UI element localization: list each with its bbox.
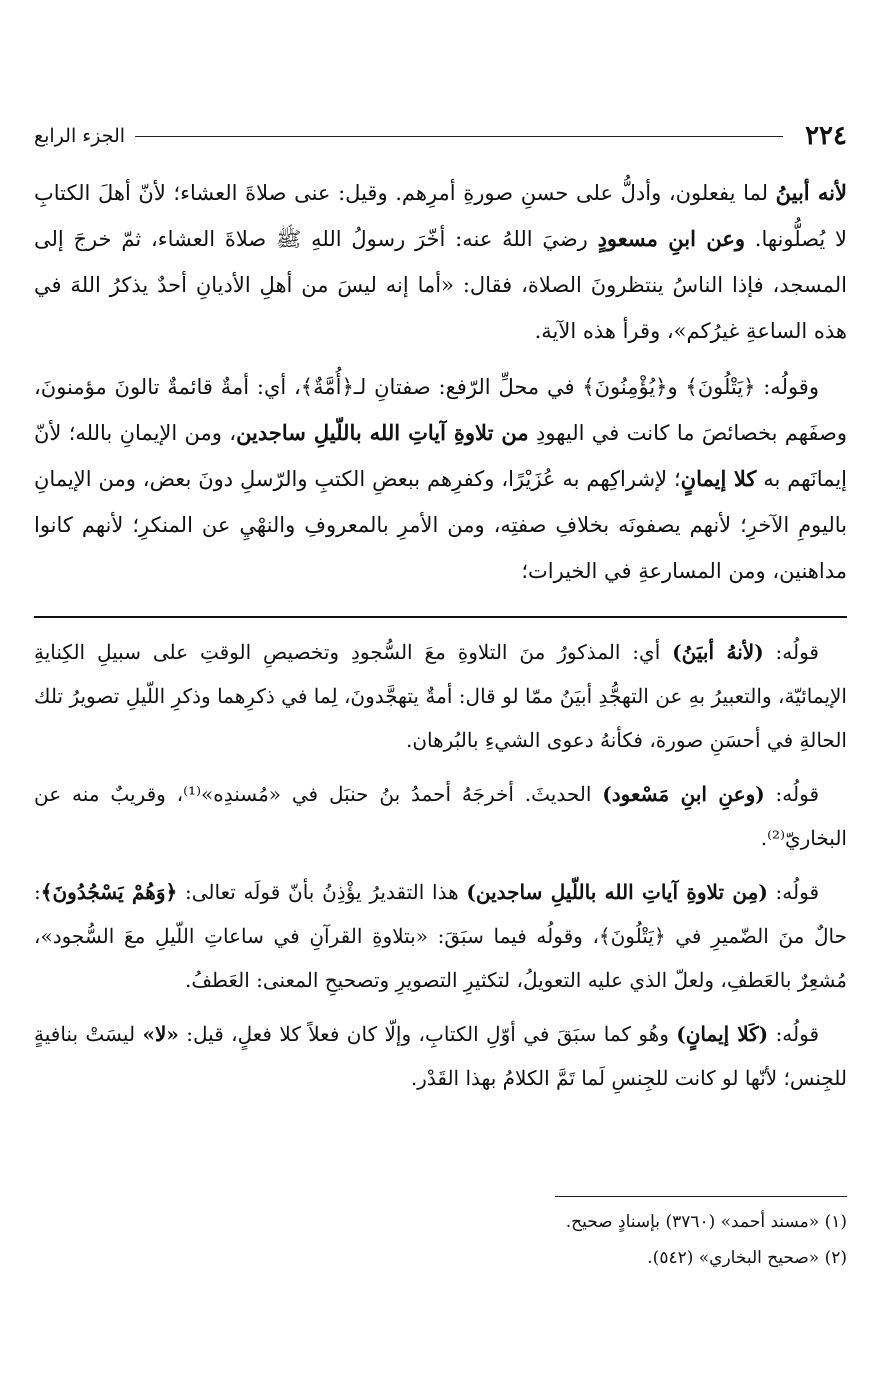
bold-phrase: (مِن تلاوةِ آياتِ الله باللّيلِ ساجدين) xyxy=(466,880,768,904)
commentary-paragraph-1 xyxy=(34,630,847,762)
commentary-section xyxy=(34,630,847,1100)
text-run: قولُه: xyxy=(768,1022,820,1046)
bold-phrase: لأنه أبينُ xyxy=(775,180,847,205)
bold-phrase: وعن ابنِ مسعودٍ xyxy=(597,226,746,251)
text-run: ؛ لإشراكِهم به عُزَيْرًا، وكفرِهم ببعضِ الكتبِ والرّسلِ دونَ بعض، ومن الإيمانِ باليومِ الآخرِ؛ لأنهم يصفونَه بخلافِ صفتِه، ومن الأمرِ بالمعروفِ والنهْيِ عن المنكرِ؛ لأنهم كانوا مداهنين، ومن المسارعةِ في الخيرات؛ xyxy=(34,467,847,583)
text-run: : حالٌ منَ الضّميرِ في ﴿يَتْلُونَ﴾، وقولُه فيما سبَقَ: «بتلاوةِ القرآنِ في ساعاتِ اللّيلِ معَ السُّجود»، مُشعِرٌ بالعَطفِ، ولعلّ الذي عليه التعويلُ، لتكثيرِ التصويرِ وتصحيحِ المعنى: العَطفُ. xyxy=(34,880,847,992)
text-run: وقولُه: ﴿يَتْلُونَ﴾ و﴿يُؤْمِنُونَ﴾ في محلِّ الرّفع: صفتانِ لـ﴿أُمَّةٌ﴾، أي: أمةٌ قائمةٌ تالونَ مؤمنونَ، وصفَهم بخصائصَ ما كانت في اليهودِ xyxy=(34,375,848,445)
footnote-1: (١) «مسند أحمد» (٣٧٦٠) بإسنادٍ صحيح. xyxy=(565,1212,847,1232)
bold-phrase: ﴿وَهُمْ يَسْجُدُونَ﴾ xyxy=(40,880,178,904)
text-run: قولُه: xyxy=(767,880,819,904)
text-run: ليسَتْ بنافيةٍ للجِنس؛ لأنّها لو كانت للجِنسِ لَما تَمَّ الكلامُ بهذا القَدْر. xyxy=(34,1022,847,1090)
commentary-paragraph-2 xyxy=(34,772,847,860)
footnotes xyxy=(34,1204,847,1276)
bold-phrase: (كَلا إيمانٍ) xyxy=(676,1022,769,1046)
commentary-paragraph-4 xyxy=(34,1012,847,1100)
main-paragraph-1 xyxy=(34,170,847,354)
bold-phrase: كلا إيمانٍ xyxy=(680,466,757,491)
header-rule xyxy=(135,136,783,137)
bold-phrase: (وعنِ ابنِ مَسْعود) xyxy=(602,782,765,806)
text-run: الحديثَ. أخرجَهُ أحمدُ بنُ حنبَل في «مُسندِه»⁽¹⁾، وقريبٌ منه عن البخاريّ⁽²⁾. xyxy=(34,782,847,850)
text-run: هذا التقديرُ يؤْذِنُ بأنّ قولَه تعالى: xyxy=(177,880,467,904)
footnote-2: (٢) «صحيح البخاري» (٥٤٢). xyxy=(647,1248,847,1268)
page-number: ٢٢٤ xyxy=(805,121,847,151)
commentary-paragraph-3 xyxy=(34,870,847,1002)
page-header xyxy=(34,118,847,154)
text-run: ، ومن الإيمانِ بالله؛ لأنّ إيمانَهم به xyxy=(34,421,847,491)
text-run: قولُه: xyxy=(763,640,819,664)
bold-phrase: (لأنهُ أبيَنُ) xyxy=(672,640,764,664)
bold-phrase: من تلاوةِ آياتِ الله باللّيلِ ساجدين xyxy=(236,420,529,445)
footnote-divider xyxy=(555,1196,847,1197)
running-title: الجزء الرابع xyxy=(34,125,126,147)
text-run: رضيَ اللهُ عنه: أخّرَ رسولُ اللهِ ﷺ صلاةَ العشاء، ثمّ خرجَ إلى المسجد، فإذا الناسُ ينتظرونَ الصلاة، فقال: «أما إنه ليسَ من أهلِ الأديانِ أحدٌ يذكرُ اللهَ في هذه الساعةِ غيرُكم»، وقرأ هذه الآية. xyxy=(34,227,847,343)
text-run: وهُو كما سبَقَ في أوّلِ الكتابِ، وإلّا كان فعلاً كلا فعلٍ، قيل: xyxy=(178,1022,677,1046)
main-paragraph-2 xyxy=(34,364,847,594)
text-run: لما يفعلون، وأدلُّ على حسنِ صورةِ أمرِهم. وقيل: عنى صلاةَ العشاء؛ لأنّ أهلَ الكتابِ لا يُصلُّونها. xyxy=(34,181,847,251)
bold-phrase: «لا» xyxy=(142,1022,179,1046)
text-run: قولُه: xyxy=(764,782,820,806)
section-divider xyxy=(34,616,847,618)
main-text xyxy=(34,170,847,594)
text-run: أي: المذكورُ منَ التلاوةِ معَ السُّجودِ وتخصيصِ الوقتِ على سبيلِ الكِنايةِ الإيمائيّة، والتعبيرُ بهِ عن التهجُّدِ أبيَنُ ممّا لو قال: أمةٌ يتهجَّدونَ، لِما في ذكرِهما وذكرِ اللّيلِ تصويرُ تلك الحالةِ في أحسَنِ صورة، فكأنهُ دعوى الشيءِ بالبُرهان. xyxy=(34,640,847,752)
